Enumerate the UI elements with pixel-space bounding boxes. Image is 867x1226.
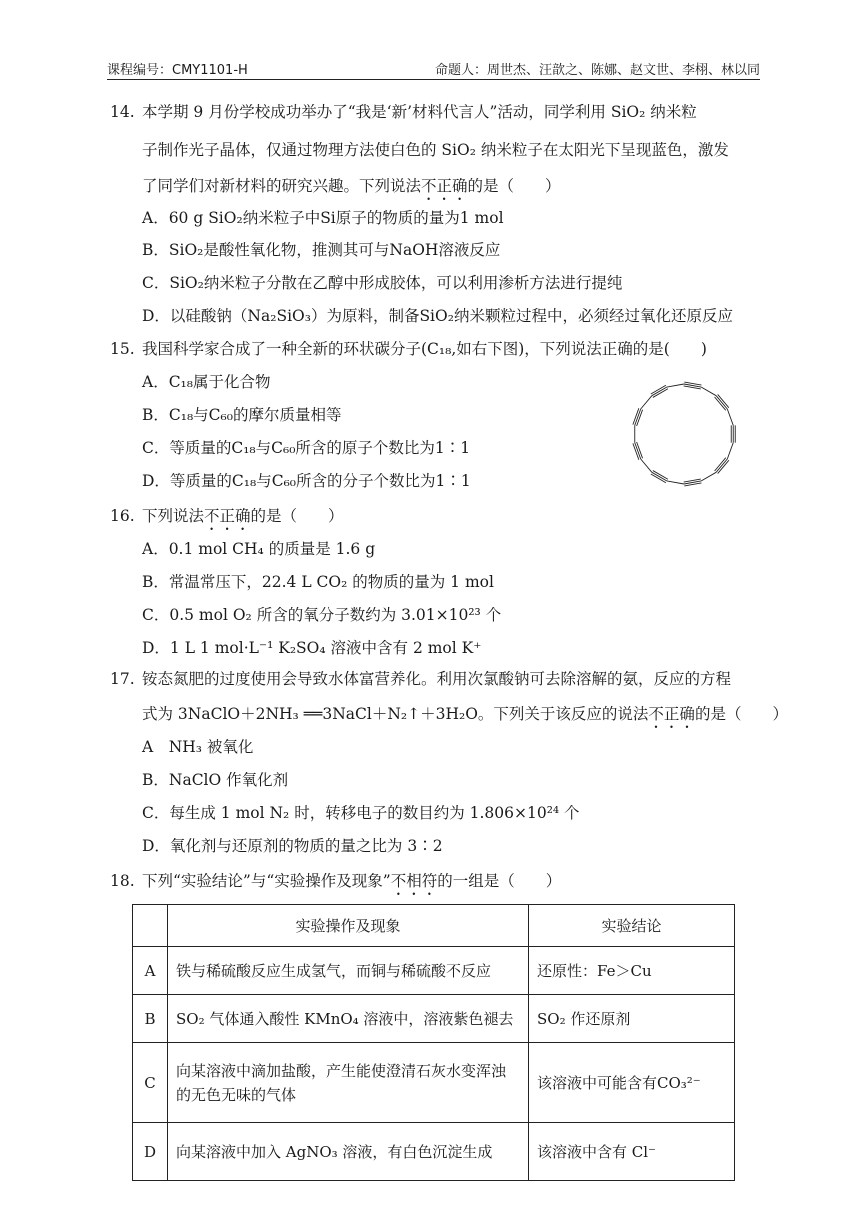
ring-bond-line bbox=[718, 460, 729, 473]
q17-stem-line2 bbox=[142, 703, 788, 732]
q15-number: 15. bbox=[110, 340, 135, 358]
row-operation: 向某溶液中加入 AgNO₃ 溶液，有白色沉淀生成 bbox=[168, 1123, 529, 1181]
q17-stem-line2-pre: 式为 3NaClO＋2NH₃ ══3NaCl＋N₂↑＋3H₂O。下列关于该反应的说法 bbox=[142, 705, 649, 723]
ring-bond-line bbox=[667, 481, 684, 484]
q14-stem-line1: 本学期 9 月份学校成功举办了“我是‘新’材料代言人”活动，同学利用 SiO₂ 纳米粒 bbox=[142, 103, 697, 121]
ring-bond-line bbox=[651, 474, 666, 483]
ring-bond-line bbox=[651, 385, 666, 394]
row-conclusion: SO₂ 作还原剂 bbox=[529, 995, 735, 1043]
q16-number: 16. bbox=[110, 507, 135, 525]
q15-option-c: C．等质量的C₁₈与C₆₀所含的原子个数比为1∶1 bbox=[142, 439, 471, 457]
ring-bond-line bbox=[641, 396, 652, 409]
q18-number: 18. bbox=[110, 872, 135, 890]
table-row bbox=[133, 1123, 735, 1181]
q14-stem-line3-pre: 了同学们对新材料的研究兴趣。下列说法 bbox=[142, 177, 422, 195]
table-row bbox=[133, 947, 735, 995]
row-operation: 向某溶液中滴加盐酸，产生能使澄清石灰水变浑浊的无色无味的气体 bbox=[168, 1043, 529, 1123]
row-key: D bbox=[133, 1123, 168, 1181]
ring-bond-line bbox=[715, 397, 726, 410]
table-row bbox=[133, 995, 735, 1043]
ring-bond-line bbox=[716, 396, 727, 409]
row-operation: SO₂ 气体通入酸性 KMnO₄ 溶液中，溶液紫色褪去 bbox=[168, 995, 529, 1043]
table-row bbox=[133, 1043, 735, 1123]
row-conclusion: 还原性：Fe＞Cu bbox=[529, 947, 735, 995]
q18-stem-post: 的一组是（ ） bbox=[437, 872, 562, 890]
q17-option-a: A NH₃ 被氧化 bbox=[142, 738, 254, 756]
row-key: C bbox=[133, 1043, 168, 1123]
q16-option-c: C．0.5 mol O₂ 所含的氧分子数约为 3.01×10²³ 个 bbox=[142, 606, 502, 624]
row-key: B bbox=[133, 995, 168, 1043]
experiment-table bbox=[132, 904, 735, 1181]
q18-stem bbox=[142, 870, 561, 899]
q14-option-c: C．SiO₂纳米粒子分散在乙醇中形成胶体，可以利用渗析方法进行提纯 bbox=[142, 274, 623, 292]
q16-emphasis: 不正确 bbox=[204, 507, 251, 525]
q15-stem: 我国科学家合成了一种全新的环状碳分子(C₁₈,如右下图)，下列说法正确的是( ) bbox=[142, 340, 707, 358]
q17-stem-line1: 铵态氮肥的过度使用会导致水体富营养化。利用次氯酸钠可去除溶解的氨，反应的方程 bbox=[142, 670, 732, 688]
row-key: A bbox=[133, 947, 168, 995]
ring-bond-line bbox=[715, 458, 726, 471]
row-conclusion: 该溶液中含有 Cl⁻ bbox=[529, 1123, 735, 1181]
q17-option-d: D．氧化剂与还原剂的物质的量之比为 3∶2 bbox=[142, 837, 443, 855]
ring-bond-line bbox=[727, 443, 733, 459]
table-header-blank bbox=[133, 905, 168, 947]
q17-number: 17. bbox=[110, 670, 135, 688]
table-header-row bbox=[133, 905, 735, 947]
q15-option-d: D．等质量的C₁₈与C₆₀所含的分子个数比为1∶1 bbox=[142, 472, 471, 490]
ring-bond-line bbox=[652, 472, 667, 481]
authors: 命题人：周世杰、汪歆之、陈娜、赵文世、李栩、林以同 bbox=[434, 63, 760, 78]
q14-stem-line3-post: 的是（ ） bbox=[467, 177, 561, 195]
q16-stem-pre: 下列说法 bbox=[142, 507, 205, 525]
q17-emphasis: 不正确 bbox=[648, 705, 695, 723]
q17-option-b: B．NaClO 作氧化剂 bbox=[142, 771, 289, 789]
row-operation: 铁与稀硫酸反应生成氢气，而铜与稀硫酸不反应 bbox=[168, 947, 529, 995]
q16-stem-post: 的是（ ） bbox=[250, 507, 344, 525]
q14-option-d: D．以硅酸钠（Na₂SiO₃）为原料，制备SiO₂纳米颗粒过程中，必须经过氧化还原反应 bbox=[142, 307, 733, 325]
ring-bond-line bbox=[652, 387, 667, 396]
cyclocarbon-ring-figure bbox=[630, 380, 738, 488]
row-conclusion: 该溶液中可能含有CO₃²⁻ bbox=[529, 1043, 735, 1123]
ring-bond-line bbox=[718, 394, 729, 407]
page-header bbox=[107, 57, 760, 80]
ring-bond-line bbox=[653, 471, 668, 480]
q17-stem-line2-post: 的是（ ） bbox=[694, 705, 788, 723]
q16-option-b: B．常温常压下，22.4 L CO₂ 的物质的量为 1 mol bbox=[142, 573, 494, 591]
q15-option-b: B．C₁₈与C₆₀的摩尔质量相等 bbox=[142, 406, 342, 424]
q16-option-a: A．0.1 mol CH₄ 的质量是 1.6 g bbox=[142, 540, 376, 558]
ring-bond-line bbox=[653, 389, 668, 398]
q15-option-a: A．C₁₈属于化合物 bbox=[142, 373, 271, 391]
course-code: 课程编号：CMY1101-H bbox=[107, 63, 248, 78]
ring-bond-line bbox=[701, 472, 716, 481]
table-header-conclusion: 实验结论 bbox=[529, 905, 735, 947]
ring-bond-line bbox=[716, 459, 727, 472]
q18-stem-pre: 下列“实验结论”与“实验操作及现象” bbox=[142, 872, 391, 890]
q14-emphasis: 不正确 bbox=[421, 177, 468, 195]
ring-bond-line bbox=[641, 459, 652, 472]
q14-option-b: B．SiO₂是酸性氧化物，推测其可与NaOH溶液反应 bbox=[142, 241, 501, 259]
ring-bond-line bbox=[727, 409, 733, 425]
q16-stem bbox=[142, 505, 344, 534]
q17-option-c: C．每生成 1 mol N₂ 时，转移电子的数目约为 1.806×10²⁴ 个 bbox=[142, 804, 580, 822]
ring-bond-line bbox=[701, 387, 716, 396]
q14-number: 14. bbox=[110, 103, 135, 121]
table-header-operation: 实验操作及现象 bbox=[168, 905, 529, 947]
q14-stem-line2: 子制作光子晶体，仅通过物理方法使白色的 SiO₂ 纳米粒子在太阳光下呈现蓝色，激发 bbox=[142, 141, 729, 159]
q14-stem-line3 bbox=[142, 175, 561, 204]
q18-emphasis: 不相符 bbox=[390, 872, 438, 890]
ring-bond-line bbox=[667, 384, 684, 387]
q16-option-d: D．1 L 1 mol·L⁻¹ K₂SO₄ 溶液中含有 2 mol K⁺ bbox=[142, 639, 482, 657]
q14-option-a: A．60 g SiO₂纳米粒子中Si原子的物质的量为1 mol bbox=[142, 209, 504, 227]
